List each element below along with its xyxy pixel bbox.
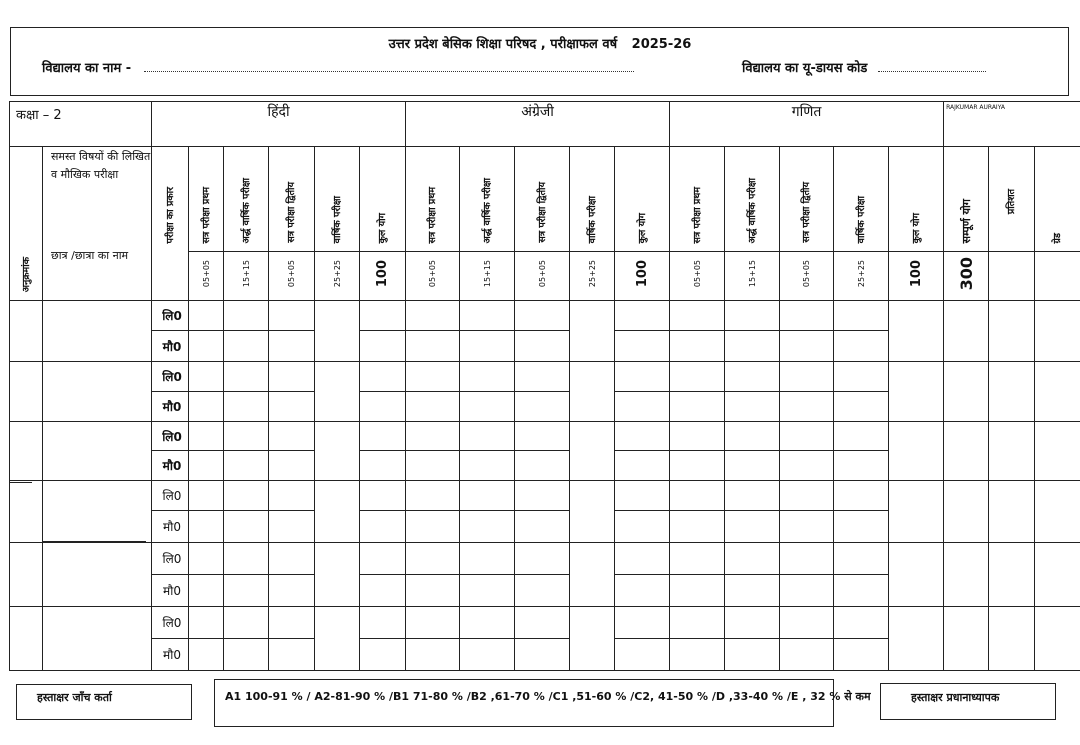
mark-cell[interactable] [780, 481, 834, 511]
mark-cell[interactable] [189, 575, 224, 607]
mark-cell[interactable] [725, 362, 780, 392]
mark-cell[interactable] [780, 362, 834, 392]
maths-max-3: 05+05 [780, 252, 834, 301]
type-written: लि0 [152, 481, 189, 511]
maths-col-2: अर्द्ध वार्षिक परीक्षा [725, 147, 780, 252]
hindi-max-2: 15+15 [224, 252, 269, 301]
mark-cell[interactable] [834, 481, 889, 511]
mark-cell[interactable] [834, 422, 889, 451]
mark-cell[interactable] [670, 422, 725, 451]
mark-cell[interactable] [515, 607, 570, 639]
mark-cell[interactable] [460, 481, 515, 511]
mark-cell[interactable] [224, 331, 269, 362]
mark-cell[interactable] [725, 331, 780, 362]
mark-cell[interactable] [615, 422, 670, 451]
mark-cell[interactable] [515, 362, 570, 392]
mark-cell[interactable] [615, 362, 670, 392]
mark-cell[interactable] [460, 543, 515, 575]
title-year: 2025-26 [631, 37, 692, 52]
mark-cell[interactable] [615, 639, 670, 671]
mark-cell[interactable] [224, 481, 269, 511]
mark-cell[interactable] [315, 543, 360, 607]
type-written: लि0 [152, 422, 189, 451]
mark-cell[interactable] [189, 362, 224, 392]
percent-cell[interactable] [989, 422, 1035, 481]
student-row-written [10, 607, 1080, 639]
mark-cell[interactable] [834, 451, 889, 481]
english-max-1: 05+05 [406, 252, 460, 301]
mark-cell[interactable] [725, 422, 780, 451]
mark-cell[interactable] [406, 639, 460, 671]
mark-cell[interactable] [670, 607, 725, 639]
mark-cell[interactable] [725, 392, 780, 422]
mark-cell[interactable] [189, 422, 224, 451]
mark-cell[interactable] [670, 392, 725, 422]
type-oral: मौ0 [152, 639, 189, 671]
mark-cell[interactable] [570, 301, 615, 362]
english-max-4: 25+25 [570, 252, 615, 301]
mark-cell[interactable] [615, 511, 670, 543]
percent-cell[interactable] [989, 301, 1035, 362]
total-cell[interactable] [944, 543, 989, 607]
mark-cell[interactable] [224, 451, 269, 481]
mark-cell[interactable] [406, 422, 460, 451]
roll-cell[interactable] [10, 481, 43, 543]
student-row-written [10, 543, 1080, 575]
hindi-max-1: 05+05 [189, 252, 224, 301]
mark-cell[interactable] [725, 607, 780, 639]
mark-cell[interactable] [515, 639, 570, 671]
mark-cell[interactable] [460, 575, 515, 607]
mark-cell[interactable] [570, 481, 615, 543]
mark-cell[interactable] [670, 543, 725, 575]
mark-cell[interactable] [889, 301, 944, 362]
maths-max-1: 05+05 [670, 252, 725, 301]
title-text: उत्तर प्रदेश बेसिक शिक्षा परिषद , परीक्षाफल वर्ष [388, 37, 618, 52]
mark-cell[interactable] [725, 301, 780, 331]
mark-cell[interactable] [889, 543, 944, 607]
mark-cell[interactable] [670, 301, 725, 331]
type-oral: मौ0 [152, 575, 189, 607]
grade-cell[interactable] [1035, 607, 1080, 671]
mark-cell[interactable] [780, 607, 834, 639]
name-cell[interactable] [43, 607, 152, 671]
mark-cell[interactable] [515, 301, 570, 331]
percent-cell[interactable] [989, 481, 1035, 543]
type-written: लि0 [152, 543, 189, 575]
mark-cell[interactable] [269, 543, 315, 575]
mark-cell[interactable] [406, 301, 460, 331]
mark-cell[interactable] [670, 362, 725, 392]
english-col-4: वार्षिक परीक्षा [570, 147, 615, 252]
student-row-written [10, 481, 1080, 511]
percent-max [989, 252, 1035, 301]
class-label: कक्षा – 2 [10, 102, 152, 147]
grade-cell[interactable] [1035, 543, 1080, 607]
mark-cell[interactable] [360, 331, 406, 362]
mark-cell[interactable] [515, 543, 570, 575]
mark-cell[interactable] [360, 301, 406, 331]
principal-signature-box[interactable] [880, 683, 1056, 720]
hindi-max-4: 25+25 [315, 252, 360, 301]
mark-cell[interactable] [269, 481, 315, 511]
mark-cell[interactable] [315, 422, 360, 481]
mark-cell[interactable] [189, 301, 224, 331]
subject-hindi: हिंदी [152, 102, 406, 147]
type-oral: मौ0 [152, 511, 189, 543]
mark-cell[interactable] [406, 362, 460, 392]
grade-cell[interactable] [1035, 301, 1080, 362]
mark-cell[interactable] [615, 481, 670, 511]
mark-cell[interactable] [315, 481, 360, 543]
subject-maths: गणित [670, 102, 944, 147]
mark-cell[interactable] [780, 451, 834, 481]
mark-cell[interactable] [460, 451, 515, 481]
mark-cell[interactable] [834, 301, 889, 331]
mark-cell[interactable] [725, 543, 780, 575]
roll-cell[interactable] [10, 301, 43, 362]
mark-cell[interactable] [460, 511, 515, 543]
total-cell[interactable] [944, 607, 989, 671]
percent-cell[interactable] [989, 607, 1035, 671]
mark-cell[interactable] [670, 575, 725, 607]
roll-header: अनुक्रमांक [10, 147, 43, 301]
description-header [43, 147, 152, 301]
mark-cell[interactable] [224, 301, 269, 331]
checker-signature-label: हस्ताक्षर जाँच कर्ता [37, 691, 112, 704]
mark-cell[interactable] [406, 575, 460, 607]
mark-cell[interactable] [189, 511, 224, 543]
mark-cell[interactable] [224, 639, 269, 671]
mark-cell[interactable] [515, 451, 570, 481]
mark-cell[interactable] [189, 331, 224, 362]
mark-cell[interactable] [360, 511, 406, 543]
type-written: लि0 [152, 301, 189, 331]
mark-cell[interactable] [834, 607, 889, 639]
mark-cell[interactable] [780, 639, 834, 671]
mark-cell[interactable] [315, 362, 360, 422]
report-title [0, 34, 1080, 52]
mark-cell[interactable] [615, 301, 670, 331]
desc-top: समस्त विषयों की लिखित व मौखिक परीक्षा [51, 150, 151, 181]
mark-cell[interactable] [224, 511, 269, 543]
mark-cell[interactable] [360, 362, 406, 392]
maths-max-5: 100 [889, 252, 944, 301]
mark-cell[interactable] [269, 639, 315, 671]
mark-cell[interactable] [670, 481, 725, 511]
mark-cell[interactable] [780, 392, 834, 422]
mark-cell[interactable] [515, 511, 570, 543]
percent-cell[interactable] [989, 543, 1035, 607]
mark-cell[interactable] [406, 392, 460, 422]
mark-cell[interactable] [780, 422, 834, 451]
mark-cell[interactable] [615, 392, 670, 422]
grade-header: ग्रेड [1035, 147, 1080, 252]
mark-cell[interactable] [315, 301, 360, 362]
mark-cell[interactable] [670, 511, 725, 543]
mark-cell[interactable] [460, 607, 515, 639]
english-col-5: कुल योग [615, 147, 670, 252]
mark-cell[interactable] [725, 451, 780, 481]
mark-cell[interactable] [834, 331, 889, 362]
english-max-2: 15+15 [460, 252, 515, 301]
total-cell[interactable] [944, 481, 989, 543]
mark-cell[interactable] [460, 422, 515, 451]
mark-cell[interactable] [834, 543, 889, 575]
total-cell[interactable] [944, 362, 989, 422]
mark-cell[interactable] [269, 451, 315, 481]
hindi-col-1: सत्र परीक्षा प्रथम [189, 147, 224, 252]
total-cell[interactable] [944, 422, 989, 481]
desc-bottom: छात्र /छात्रा का नाम [51, 249, 129, 262]
hindi-col-2: अर्द्ध वार्षिक परीक्षा [224, 147, 269, 252]
english-col-1: सत्र परीक्षा प्रथम [406, 147, 460, 252]
mark-cell[interactable] [460, 331, 515, 362]
mark-cell[interactable] [360, 451, 406, 481]
school-name-label: विद्यालय का नाम - [42, 61, 132, 76]
mark-cell[interactable] [889, 422, 944, 481]
mark-cell[interactable] [834, 511, 889, 543]
school-name-blank[interactable] [144, 63, 634, 72]
mark-cell[interactable] [834, 639, 889, 671]
credit-text: RAJKUMAR AURAIYA [944, 102, 1080, 147]
grade-cell[interactable] [1035, 422, 1080, 481]
type-written: लि0 [152, 362, 189, 392]
school-name-field [42, 58, 634, 76]
english-max-5: 100 [615, 252, 670, 301]
mark-cell[interactable] [670, 451, 725, 481]
mark-cell[interactable] [269, 331, 315, 362]
student-row-written [10, 362, 1080, 392]
column-header-row [10, 147, 1080, 252]
mark-cell[interactable] [725, 481, 780, 511]
grade-scale-box [214, 679, 871, 727]
mark-cell[interactable] [189, 481, 224, 511]
mark-cell[interactable] [315, 607, 360, 671]
mark-cell[interactable] [780, 511, 834, 543]
mark-cell[interactable] [515, 422, 570, 451]
total-header: सम्पूर्ण योग [944, 147, 989, 252]
mark-cell[interactable] [269, 392, 315, 422]
mark-cell[interactable] [834, 392, 889, 422]
mark-cell[interactable] [269, 301, 315, 331]
roll-cell[interactable] [10, 607, 43, 671]
mark-cell[interactable] [224, 575, 269, 607]
mark-cell[interactable] [269, 607, 315, 639]
mark-cell[interactable] [615, 607, 670, 639]
mark-cell[interactable] [515, 481, 570, 511]
principal-signature-label: हस्ताक्षर प्रधानाध्यापक [911, 691, 1000, 704]
mark-cell[interactable] [189, 639, 224, 671]
student-row-written [10, 422, 1080, 451]
mark-cell[interactable] [406, 607, 460, 639]
roll-cell[interactable] [10, 422, 43, 481]
mark-cell[interactable] [725, 575, 780, 607]
mark-cell[interactable] [670, 639, 725, 671]
grade-cell[interactable] [1035, 362, 1080, 422]
mark-cell[interactable] [360, 639, 406, 671]
grade-max [1035, 252, 1080, 301]
hand-stroke [10, 482, 32, 483]
udise-label: विद्यालय का यू-डायस कोड [742, 61, 868, 76]
name-cell[interactable] [43, 422, 152, 481]
mark-cell[interactable] [670, 331, 725, 362]
name-cell[interactable] [43, 301, 152, 362]
mark-cell[interactable] [269, 511, 315, 543]
mark-cell[interactable] [360, 481, 406, 511]
mark-cell[interactable] [269, 422, 315, 451]
exam-type-header: परीक्षा का प्रकार [152, 147, 189, 301]
mark-cell[interactable] [615, 575, 670, 607]
mark-cell[interactable] [406, 511, 460, 543]
maths-max-2: 15+15 [725, 252, 780, 301]
mark-cell[interactable] [189, 543, 224, 575]
grade-scale-text: A1 100-91 % / A2-81-90 % /B1 71-80 % /B2 ,61-70 % /C1 ,51-60 % /C2, 41-50 % /D ,33-40 % /E , 32 % से कम [225, 690, 871, 703]
maths-col-1: सत्र परीक्षा प्रथम [670, 147, 725, 252]
hindi-col-3: सत्र परीक्षा द्वितीय [269, 147, 315, 252]
mark-cell[interactable] [780, 301, 834, 331]
roll-cell[interactable] [10, 543, 43, 607]
mark-cell[interactable] [189, 392, 224, 422]
mark-cell[interactable] [570, 607, 615, 671]
mark-cell[interactable] [615, 451, 670, 481]
mark-cell[interactable] [269, 362, 315, 392]
maths-col-5: कुल योग [889, 147, 944, 252]
percent-header: प्रतिशत [989, 147, 1035, 252]
hindi-max-3: 05+05 [269, 252, 315, 301]
english-max-3: 05+05 [515, 252, 570, 301]
subject-english: अंग्रेजी [406, 102, 670, 147]
maths-col-3: सत्र परीक्षा द्वितीय [780, 147, 834, 252]
mark-cell[interactable] [460, 301, 515, 331]
mark-cell[interactable] [224, 422, 269, 451]
subject-header-row [10, 102, 1080, 147]
mark-cell[interactable] [515, 575, 570, 607]
mark-cell[interactable] [360, 607, 406, 639]
mark-cell[interactable] [360, 543, 406, 575]
name-cell[interactable] [43, 362, 152, 422]
name-cell[interactable] [43, 543, 152, 607]
mark-cell[interactable] [224, 607, 269, 639]
name-cell[interactable] [43, 481, 152, 543]
hindi-col-4: वार्षिक परीक्षा [315, 147, 360, 252]
hindi-col-5: कुल योग [360, 147, 406, 252]
hand-stroke [10, 606, 150, 607]
udise-field [742, 58, 986, 76]
mark-cell[interactable] [615, 543, 670, 575]
mark-cell[interactable] [570, 362, 615, 422]
student-row-written [10, 301, 1080, 331]
mark-cell[interactable] [224, 362, 269, 392]
maths-col-4: वार्षिक परीक्षा [834, 147, 889, 252]
type-oral: मौ0 [152, 392, 189, 422]
mark-cell[interactable] [224, 543, 269, 575]
mark-cell[interactable] [460, 362, 515, 392]
mark-cell[interactable] [889, 607, 944, 671]
type-written: लि0 [152, 607, 189, 639]
mark-cell[interactable] [406, 543, 460, 575]
mark-cell[interactable] [570, 543, 615, 607]
udise-blank[interactable] [878, 63, 986, 72]
english-col-2: अर्द्ध वार्षिक परीक्षा [460, 147, 515, 252]
mark-cell[interactable] [615, 331, 670, 362]
mark-cell[interactable] [725, 639, 780, 671]
mark-cell[interactable] [189, 451, 224, 481]
mark-cell[interactable] [780, 331, 834, 362]
mark-cell[interactable] [406, 451, 460, 481]
hindi-max-5: 100 [360, 252, 406, 301]
mark-cell[interactable] [889, 362, 944, 422]
percent-cell[interactable] [989, 362, 1035, 422]
type-oral: मौ0 [152, 331, 189, 362]
mark-cell[interactable] [780, 543, 834, 575]
mark-cell[interactable] [460, 639, 515, 671]
mark-cell[interactable] [834, 575, 889, 607]
roll-cell[interactable] [10, 362, 43, 422]
type-oral: मौ0 [152, 451, 189, 481]
mark-cell[interactable] [360, 392, 406, 422]
hand-stroke [42, 541, 146, 542]
checker-signature-box[interactable] [16, 684, 192, 720]
maths-max-4: 25+25 [834, 252, 889, 301]
mark-cell[interactable] [189, 607, 224, 639]
total-cell[interactable] [944, 301, 989, 362]
mark-cell[interactable] [889, 481, 944, 543]
mark-cell[interactable] [224, 392, 269, 422]
mark-cell[interactable] [406, 481, 460, 511]
mark-cell[interactable] [834, 362, 889, 392]
mark-cell[interactable] [360, 422, 406, 451]
mark-cell[interactable] [515, 331, 570, 362]
mark-cell[interactable] [570, 422, 615, 481]
mark-cell[interactable] [360, 575, 406, 607]
english-col-3: सत्र परीक्षा द्वितीय [515, 147, 570, 252]
mark-cell[interactable] [515, 392, 570, 422]
mark-cell[interactable] [406, 331, 460, 362]
mark-cell[interactable] [780, 575, 834, 607]
mark-cell[interactable] [460, 392, 515, 422]
grade-cell[interactable] [1035, 481, 1080, 543]
total-max: 300 [944, 252, 989, 301]
mark-cell[interactable] [269, 575, 315, 607]
marks-table [9, 101, 1080, 671]
mark-cell[interactable] [725, 511, 780, 543]
